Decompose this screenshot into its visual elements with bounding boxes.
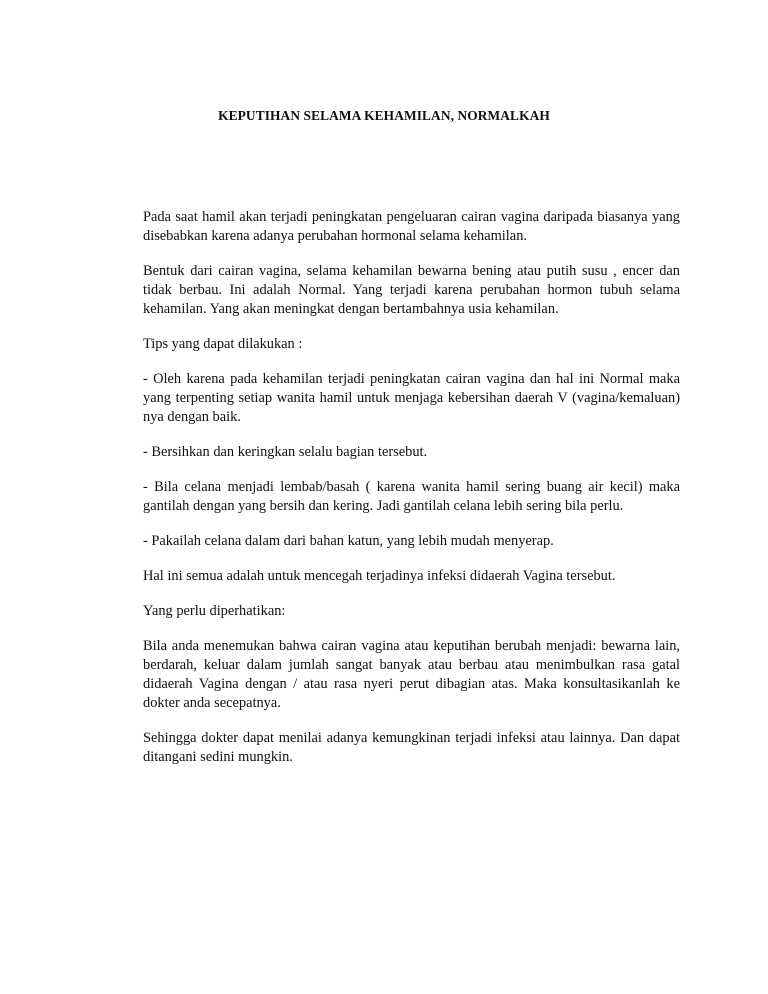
document-title: KEPUTIHAN SELAMA KEHAMILAN, NORMALKAH [218, 108, 550, 123]
paragraph-tip-4: - Pakailah celana dalam dari bahan katun, yang lebih mudah menyerap. [143, 533, 554, 549]
paragraph-tips-heading: Tips yang dapat dilakukan : [143, 336, 303, 352]
paragraph-closing: Sehingga dokter dapat menilai adanya kemungkinan terjadi infeksi atau lainnya. Dan dapat ditangani sedini mungkin. [143, 730, 680, 765]
paragraph-tip-1: - Oleh karena pada kehamilan terjadi peningkatan cairan vagina dan hal ini Normal maka yang terpenting setiap wanita hamil untuk menjaga kebersihan daerah V (vagina/kemaluan) nya dengan baik. [143, 371, 680, 425]
document-body [143, 208, 680, 783]
paragraph-purpose: Hal ini semua adalah untuk mencegah terjadinya infeksi didaerah Vagina tersebut. [143, 568, 616, 584]
paragraph-attention-heading: Yang perlu diperhatikan: [143, 603, 286, 619]
paragraph-warning: Bila anda menemukan bahwa cairan vagina atau keputihan berubah menjadi: bewarna lain, berdarah, keluar dalam jumlah sangat banyak atau berbau atau menimbulkan rasa gatal didaerah Vagina dengan / atau rasa nyeri perut dibagian atas. Maka konsultasikanlah ke dokter anda secepatnya. [143, 638, 680, 711]
paragraph-description: Bentuk dari cairan vagina, selama kehamilan bewarna bening atau putih susu , encer dan tidak berbau. Ini adalah Normal. Yang terjadi karena perubahan hormon tubuh selama kehamilan. Yang akan meningkat dengan bertambahnya usia kehamilan. [143, 263, 680, 317]
paragraph-tip-3: - Bila celana menjadi lembab/basah ( karena wanita hamil sering buang air kecil) maka gantilah dengan yang bersih dan kering. Jadi gantilah celana lebih sering bila perlu. [143, 479, 680, 514]
paragraph-intro: Pada saat hamil akan terjadi peningkatan pengeluaran cairan vagina daripada biasanya yang disebabkan karena adanya perubahan hormonal selama kehamilan. [143, 209, 680, 244]
paragraph-tip-2: - Bersihkan dan keringkan selalu bagian tersebut. [143, 444, 428, 460]
